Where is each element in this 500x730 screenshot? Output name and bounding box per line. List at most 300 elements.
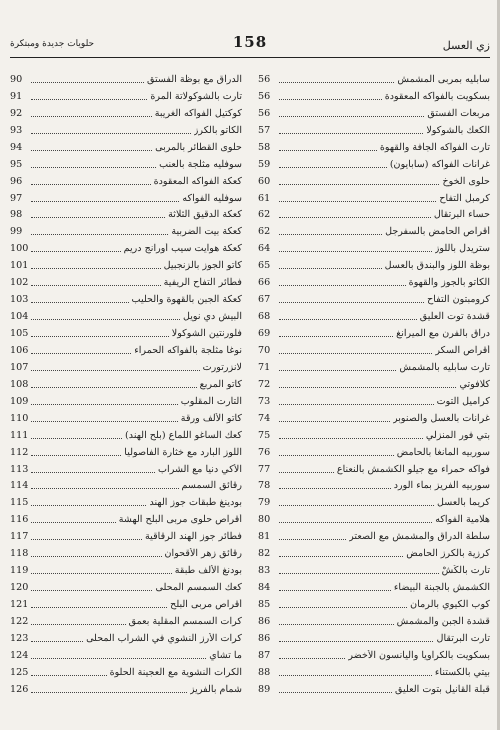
toc-entry-title: قبلة القانيل بتوت العليق [395,683,490,695]
toc-entry-title: كعك الساغو اللماع (بلح الهند) [125,429,242,441]
toc-entry [258,681,490,698]
toc-entry-title: التارت المقلوب [180,395,242,407]
toc-entry [10,342,242,359]
dot-leader [279,336,393,337]
toc-entry-title: أقراص السكر [435,344,490,356]
toc-entry [258,291,490,308]
toc-entry [258,359,490,376]
dot-leader [31,488,178,489]
dot-leader [31,573,171,574]
dot-leader [31,150,152,151]
toc-entry [258,173,490,190]
toc-entry-page-number: 93 [10,124,23,136]
dot-leader [31,353,131,354]
toc-entry [258,410,490,427]
toc-entry-title: بودنغ الألف طبقة [174,565,242,577]
dot-leader [31,438,122,439]
toc-entry-title: سوفليه مثلجة بالعنب [159,158,242,170]
toc-entry-page-number: 126 [10,683,29,695]
dot-leader [279,692,392,693]
toc-entry [10,207,242,224]
toc-entry [10,681,242,698]
toc-entry-title: اللوز البارد مع خثارة الفاصوليا [124,446,242,458]
toc-entry-title: كعكة بيت الضربية [171,226,242,238]
toc-entry-title: الكاتو بالجوز والقهوة [408,277,490,289]
toc-entry-title: مربعات الفستق [427,107,490,119]
toc-entry-title: سلطة الدراق والمشمش مع الصعتر [349,531,490,543]
toc-entry-title: بتي فور المنزلي [425,429,490,441]
dot-leader [279,285,406,286]
toc-entry-title: الكشمش بالجبنة البيضاء [393,582,490,594]
dot-leader [31,658,206,659]
toc-entry-page-number: 67 [258,294,271,306]
toc-entry-page-number: 117 [10,531,29,543]
toc-entry-title: قشدة الجبن والمشمش [396,615,490,627]
toc-entry-title: كاتو المربع [199,378,242,390]
dot-leader [279,539,346,540]
toc-entry [10,308,242,325]
toc-entry [258,613,490,630]
toc-entry [10,528,242,545]
toc-entry-page-number: 65 [258,260,271,272]
dot-leader [279,387,456,388]
toc-entry-page-number: 118 [10,548,29,560]
toc-entry-page-number: 99 [10,226,23,238]
toc-entry [10,257,242,274]
dot-leader [31,116,152,117]
toc-entry-title: كعكة الجبن بالقهوة والحليب [131,294,242,306]
toc-entry-title: هلامية الفواكه [435,514,490,526]
toc-entry-page-number: 101 [10,260,29,272]
toc-entry-page-number: 102 [10,277,29,289]
dot-leader [31,505,146,506]
toc-entry-page-number: 91 [10,90,23,102]
toc-entry [10,562,242,579]
toc-entry-title: الأكي دنيا مع الشراب [158,463,242,475]
toc-entry-page-number: 73 [258,395,271,407]
toc-entry-title: بوظة اللوز والبندق بالعسل [384,260,490,272]
toc-entry-page-number: 113 [10,463,29,475]
toc-entry [258,596,490,613]
toc-entry-page-number: 98 [10,209,23,221]
dot-leader [31,285,160,286]
toc-entry [258,511,490,528]
toc-entry [258,274,490,291]
toc-entry-page-number: 96 [10,175,23,187]
toc-entry [10,444,242,461]
toc-entry-title: حساء البرتقال [433,209,490,221]
toc-entry [258,494,490,511]
toc-entry [10,545,242,562]
toc-entry-title: كلافوتي [459,378,490,390]
toc-entry-page-number: 75 [258,429,271,441]
toc-entry-title: كوكتيل الفواكه الغريبة [154,107,242,119]
toc-entry [258,545,490,562]
toc-entry-title: فلورنتين الشوكولا [171,328,242,340]
dot-leader [279,167,387,168]
toc-entry-page-number: 122 [10,615,29,627]
dot-leader [279,624,394,625]
toc-entry-page-number: 61 [258,192,271,204]
toc-entry [10,393,242,410]
toc-entry-page-number: 74 [258,412,271,424]
toc-entry-page-number: 95 [10,158,23,170]
toc-entry-page-number: 69 [258,328,271,340]
toc-entry-page-number: 125 [10,666,29,678]
toc-entry [258,562,490,579]
toc-entry-title: بسكويت بالكراويا واليانسون الأخضر [348,649,490,661]
toc-entry [258,156,490,173]
toc-entry [10,359,242,376]
toc-entry-title: ستريدل باللوز [434,243,490,255]
toc-entry [258,376,490,393]
toc-entry-title: فواكه حمراء مع جيلو الكشمش بالنعناع [336,463,490,475]
toc-entry-title: كرومبتون التفاح [427,294,490,306]
toc-entry-title: كعكة هوايت سيب أورانج دريم [123,243,242,255]
dot-leader [31,692,187,693]
toc-entry-page-number: 108 [10,378,29,390]
toc-entry [258,223,490,240]
toc-entry-title: كعكة الدقيق الثلاثة [168,209,242,221]
toc-entry [10,223,242,240]
toc-entry-page-number: 79 [258,497,271,509]
book-page [10,26,490,726]
toc-entry-title: كاتو الألف ورقة [180,412,242,424]
toc-entry-title: سابليه بمربى المشمش [397,73,490,85]
toc-entry [258,325,490,342]
dot-leader [31,133,191,134]
toc-entry-page-number: 56 [258,90,271,102]
dot-leader [31,387,196,388]
toc-entry [10,461,242,478]
toc-entry-page-number: 100 [10,243,29,255]
toc-entry-page-number: 58 [258,141,271,153]
contents-column-left [10,71,242,698]
toc-entry [10,122,242,139]
toc-entry [10,376,242,393]
dot-leader [31,472,155,473]
toc-entry [10,156,242,173]
toc-entry-page-number: 77 [258,463,271,475]
toc-entry-page-number: 85 [258,599,271,611]
dot-leader [31,641,83,642]
toc-entry-title: كرمبل التفاح [439,192,490,204]
toc-entry [258,308,490,325]
toc-entry-title: نوغا مثلجة بالفواكه الحمراء [134,344,242,356]
toc-entry-title: كعكة الفواكه المعقودة [153,175,242,187]
toc-entry [10,88,242,105]
running-title-left: حلويات جديدة ومبتكرة [10,39,95,49]
toc-entry-title: كرات الأرز النشوي في الشراب المحلى [86,632,242,644]
dot-leader [279,251,432,252]
toc-entry-page-number: 119 [10,565,29,577]
toc-entry-page-number: 112 [10,446,29,458]
toc-entry [10,274,242,291]
toc-entry-title: شمام بالفريز [189,683,242,695]
toc-entry-title: تارت الفواكه الجافة والقهوة [379,141,490,153]
dot-leader [31,184,151,185]
toc-entry [10,630,242,647]
toc-entry-title: البيش دي نويل [182,311,242,323]
toc-entry-title: تارت بالكُشْ [441,565,490,577]
dot-leader [279,116,424,117]
toc-entry-page-number: 107 [10,361,29,373]
toc-entry-page-number: 70 [258,344,271,356]
toc-entry-page-number: 84 [258,582,271,594]
dot-leader [31,201,179,202]
page-number: 158 [232,33,268,51]
toc-entry-title: بسكويت بالفواكه المعقودة [384,90,490,102]
toc-entry-title: كراميل التوت [436,395,490,407]
toc-entry-title: رقائق زهر الأقحوان [164,548,242,560]
toc-entry-page-number: 94 [10,141,23,153]
dot-leader [31,167,156,168]
dot-leader [279,556,403,557]
toc-entry-page-number: 71 [258,361,271,373]
toc-entry-page-number: 86 [258,632,271,644]
toc-entry-title: سوفليه الفواكه [182,192,242,204]
toc-entry [258,240,490,257]
page-header [10,26,490,56]
dot-leader [31,522,115,523]
toc-entry [258,88,490,105]
toc-entry-title: الدراق مع بوظة الفستق [146,73,242,85]
toc-entry-page-number: 116 [10,514,29,526]
dot-leader [279,505,434,506]
dot-leader [279,353,432,354]
toc-entry [258,190,490,207]
toc-entry [258,122,490,139]
toc-entry-title: تارت سابليه بالمشمش [399,361,490,373]
toc-entry [258,139,490,156]
toc-entry [258,664,490,681]
dot-leader [31,319,180,320]
toc-entry [258,342,490,359]
dot-leader [279,675,432,676]
dot-leader [31,624,125,625]
dot-leader [279,184,439,185]
toc-entry-title: تارت بالشوكولاتة المرة [150,90,242,102]
toc-entry-title: كرات السمسم المقلية بعمق [128,615,242,627]
toc-entry-page-number: 57 [258,124,271,136]
toc-entry [10,579,242,596]
dot-leader [279,607,407,608]
toc-entry-title: أقراص حلوى مربى البلح الهشة [118,514,242,526]
dot-leader [279,234,382,235]
contents-column-right [258,71,490,698]
running-title-right: زي العسل [442,39,490,52]
dot-leader [279,421,390,422]
toc-entry-title: الكرات النشوية مع العجينة الحلوة [109,666,242,678]
dot-leader [31,217,165,218]
toc-entry [258,647,490,664]
toc-entry [10,291,242,308]
toc-entry-page-number: 104 [10,311,29,323]
toc-entry-page-number: 97 [10,192,23,204]
toc-entry [10,240,242,257]
dot-leader [31,607,167,608]
toc-entry [258,257,490,274]
dot-leader [279,404,434,405]
toc-entry [10,410,242,427]
toc-entry [10,478,242,495]
dot-leader [279,150,377,151]
dot-leader [31,675,106,676]
toc-entry-page-number: 56 [258,73,271,85]
dot-leader [31,302,128,303]
toc-entry-title: أقراص الحامض بالسفرجل [385,226,490,238]
dot-leader [31,82,144,83]
dot-leader [279,201,436,202]
toc-entry [258,71,490,88]
toc-entry-title: الكعك بالشوكولا [426,124,490,136]
toc-entry [258,393,490,410]
toc-entry-title: حلوى الخوخ [442,175,490,187]
toc-entry-page-number: 64 [258,243,271,255]
dot-leader [279,590,391,591]
toc-entry-page-number: 86 [258,615,271,627]
dot-leader [279,488,391,489]
toc-entry-page-number: 106 [10,344,29,356]
dot-leader [31,268,160,269]
dot-leader [279,370,396,371]
dot-leader [31,370,199,371]
toc-entry-page-number: 62 [258,209,271,221]
toc-entry-title: سوربيه المانغا بالحامض [396,446,490,458]
toc-entry-page-number: 72 [258,378,271,390]
toc-entry-title: بيتي بالكستناء [434,666,490,678]
toc-entry-title: أقراص مربى البلح [170,599,242,611]
toc-entry-page-number: 89 [258,683,271,695]
toc-entry-page-number: 78 [258,480,271,492]
header-divider [10,57,490,58]
toc-entry-title: سوربيه الفريز بماء الورد [393,480,490,492]
dot-leader [279,658,345,659]
toc-entry-title: فطائر جوز الهند الرقاقية [145,531,242,543]
toc-entry-page-number: 120 [10,582,29,594]
toc-entry-page-number: 83 [258,565,271,577]
toc-entry-title: كاتو الجوز بالزنجبيل [163,260,242,272]
toc-entry [258,427,490,444]
toc-entry-page-number: 80 [258,514,271,526]
toc-entry [258,630,490,647]
toc-entry-title: غرانات الفواكه (سابايون) [389,158,490,170]
dot-leader [279,82,394,83]
toc-entry-page-number: 76 [258,446,271,458]
toc-entry-page-number: 90 [10,73,23,85]
dot-leader [31,336,168,337]
toc-entry [258,207,490,224]
toc-entry-title: الكاتو بالكرز [193,124,242,136]
toc-entry-title: كرزية بالكرز الحامض [406,548,490,560]
toc-entry-page-number: 88 [258,666,271,678]
dot-leader [31,99,147,100]
toc-entry [258,478,490,495]
toc-entry-page-number: 56 [258,107,271,119]
toc-entry [258,461,490,478]
toc-entry-page-number: 109 [10,395,29,407]
toc-entry-page-number: 115 [10,497,29,509]
dot-leader [279,472,334,473]
toc-entry-title: بودينغ طبقات جوز الهند [149,497,242,509]
dot-leader [279,302,424,303]
toc-entry-page-number: 81 [258,531,271,543]
toc-entry [10,173,242,190]
toc-entry-title: كوب الكيوي بالرمان [410,599,490,611]
toc-entry [10,647,242,664]
toc-entry-page-number: 92 [10,107,23,119]
toc-entry-title: كعك السمسم المحلى [155,582,242,594]
toc-entry [10,105,242,122]
dot-leader [279,641,433,642]
toc-entry-page-number: 82 [258,548,271,560]
toc-entry [10,427,242,444]
dot-leader [279,217,431,218]
toc-entry [10,613,242,630]
dot-leader [31,404,177,405]
toc-entry-title: ما تشاي [209,649,242,661]
dot-leader [279,319,417,320]
toc-entry-title: رقائق السمسم [181,480,242,492]
toc-entry [10,596,242,613]
dot-leader [31,455,121,456]
dot-leader [279,438,423,439]
toc-entry-page-number: 87 [258,649,271,661]
toc-entry-page-number: 114 [10,480,29,492]
toc-entry-page-number: 103 [10,294,29,306]
toc-entry [258,528,490,545]
toc-entry [10,71,242,88]
toc-entry [10,139,242,156]
dot-leader [31,556,161,557]
dot-leader [31,590,152,591]
toc-entry-page-number: 60 [258,175,271,187]
toc-entry [10,325,242,342]
toc-entry-page-number: 123 [10,632,29,644]
toc-entry-page-number: 124 [10,649,29,661]
toc-entry-title: لانزرتورت [202,361,242,373]
dot-leader [279,99,382,100]
dot-leader [279,133,423,134]
dot-leader [279,573,439,574]
toc-entry [258,105,490,122]
toc-entry-page-number: 62 [258,226,271,238]
toc-entry-page-number: 121 [10,599,29,611]
toc-entry [258,579,490,596]
toc-entry-page-number: 59 [258,158,271,170]
toc-entry-page-number: 105 [10,328,29,340]
toc-entry [10,511,242,528]
toc-entry-page-number: 111 [10,429,29,441]
toc-entry-page-number: 110 [10,412,29,424]
toc-entry-title: غرانات بالعسل والصنوبر [392,412,490,424]
toc-entry [10,494,242,511]
toc-entry-title: قشدة توت العليق [419,311,490,323]
toc-entry-title: كريما بالعسل [436,497,490,509]
dot-leader [279,522,432,523]
toc-entry [10,664,242,681]
dot-leader [279,268,382,269]
toc-entry-page-number: 66 [258,277,271,289]
toc-entry-title: فطائر التفاح الريفية [163,277,242,289]
dot-leader [279,455,394,456]
toc-entry-title: حلوى القطائر بالمربى [155,141,242,153]
toc-entry-page-number: 68 [258,311,271,323]
dot-leader [31,539,142,540]
dot-leader [31,234,168,235]
toc-entry-title: تارت البرتقال [436,632,490,644]
dot-leader [31,251,120,252]
